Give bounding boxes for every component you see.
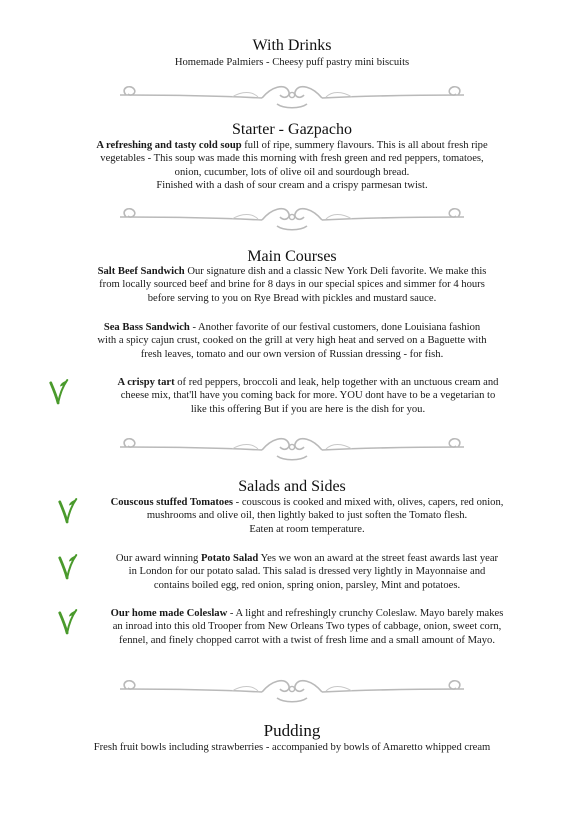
sides-heading: Salads and Sides	[238, 478, 346, 495]
drinks-description	[40, 56, 544, 69]
coleslaw-item: Our home made Coleslaw - A light and refreshingly crunchy Coleslaw. Mayo barely makes an inroad into this old Trooper from New Orleans Two types of cabbage, onion, sweet corn, fennel, and finely chopped carrot with a twist of fresh lime and a small amount of Mayo.	[110, 608, 504, 646]
pudding-description	[30, 741, 554, 754]
drinks-heading: With Drinks	[252, 37, 332, 54]
mains-heading: Main Courses	[247, 248, 337, 265]
sea-bass-name: Sea Bass Sandwich	[103, 322, 190, 333]
ornamental-scroll-divider-icon	[112, 432, 472, 462]
starter-description: A refreshing and tasty cold soup full of ripe, summery flavours. This is all about fresh ripe vegetables - This soup was made this morning with fresh green and red peppers, tomatoes, onion, cucumber, lots of olive oil and sourdough bread. Finished with a dash of sour cream and a crispy parmesan twist.	[96, 140, 488, 192]
starter-heading: Starter - Gazpacho	[232, 121, 352, 138]
potato-salad-item: Our award winning Potato Salad Yes we won an award at the street feast awards last year in London for our potato salad. This salad is dressed very lightly in Mayonnaise and contains boiled egg, red onion, spring onion, parsley, Mint and potatoes.	[115, 553, 499, 591]
vegetarian-leaf-icon	[48, 377, 70, 407]
pudding-heading: Pudding	[263, 721, 321, 740]
vegetarian-leaf-icon	[57, 552, 79, 582]
ornamental-scroll-divider-icon	[112, 674, 472, 704]
coleslaw-name: Our home made Coleslaw	[110, 608, 228, 619]
potato-salad-name: Potato Salad	[200, 553, 259, 564]
couscous-item: Couscous stuffed Tomatoes - couscous is cooked and mixed with, olives, capers, red onion, mushrooms and olive oil, then lightly baked to just soften the Tomato flesh. Eaten at room temperature.	[110, 497, 504, 535]
salt-beef-name: Salt Beef Sandwich	[97, 266, 185, 277]
vegetarian-leaf-icon	[57, 496, 79, 526]
pudding-line: Fresh fruit bowls including strawberries - accompanied by bowls of Amaretto whipped cream	[93, 742, 491, 753]
drinks-line: Homemade Palmiers - Cheesy puff pastry mini biscuits	[174, 57, 410, 68]
couscous-name: Couscous stuffed Tomatoes	[110, 497, 234, 508]
tart-name: A crispy tart	[117, 377, 175, 388]
ornamental-scroll-divider-icon	[112, 202, 472, 232]
tart-item: A crispy tart of red peppers, broccoli and leak, help together with an unctuous cream and cheese mix, that'll have you coming back for more. YOU dont have to be a vegetarian to like this offering But if you are here is the dish for you.	[117, 377, 499, 415]
salt-beef-item: Salt Beef Sandwich Our signature dish and a classic New York Deli favorite. We make this from locally sourced beef and brine for 8 days in our special spices and simmer for 4 hours before serving to you on Rye Bread with pickles and mustard sauce.	[97, 266, 487, 304]
starter-highlight: A refreshing and tasty cold soup	[96, 140, 242, 151]
ornamental-scroll-divider-icon	[112, 80, 472, 110]
sea-bass-item: Sea Bass Sandwich - Another favorite of our festival customers, done Louisiana fashion with a spicy cajun crust, cooked on the grill at very high heat and served on a Baguette with fresh leaves, tomato and our own version of Russian dressing - for fish.	[97, 322, 487, 360]
